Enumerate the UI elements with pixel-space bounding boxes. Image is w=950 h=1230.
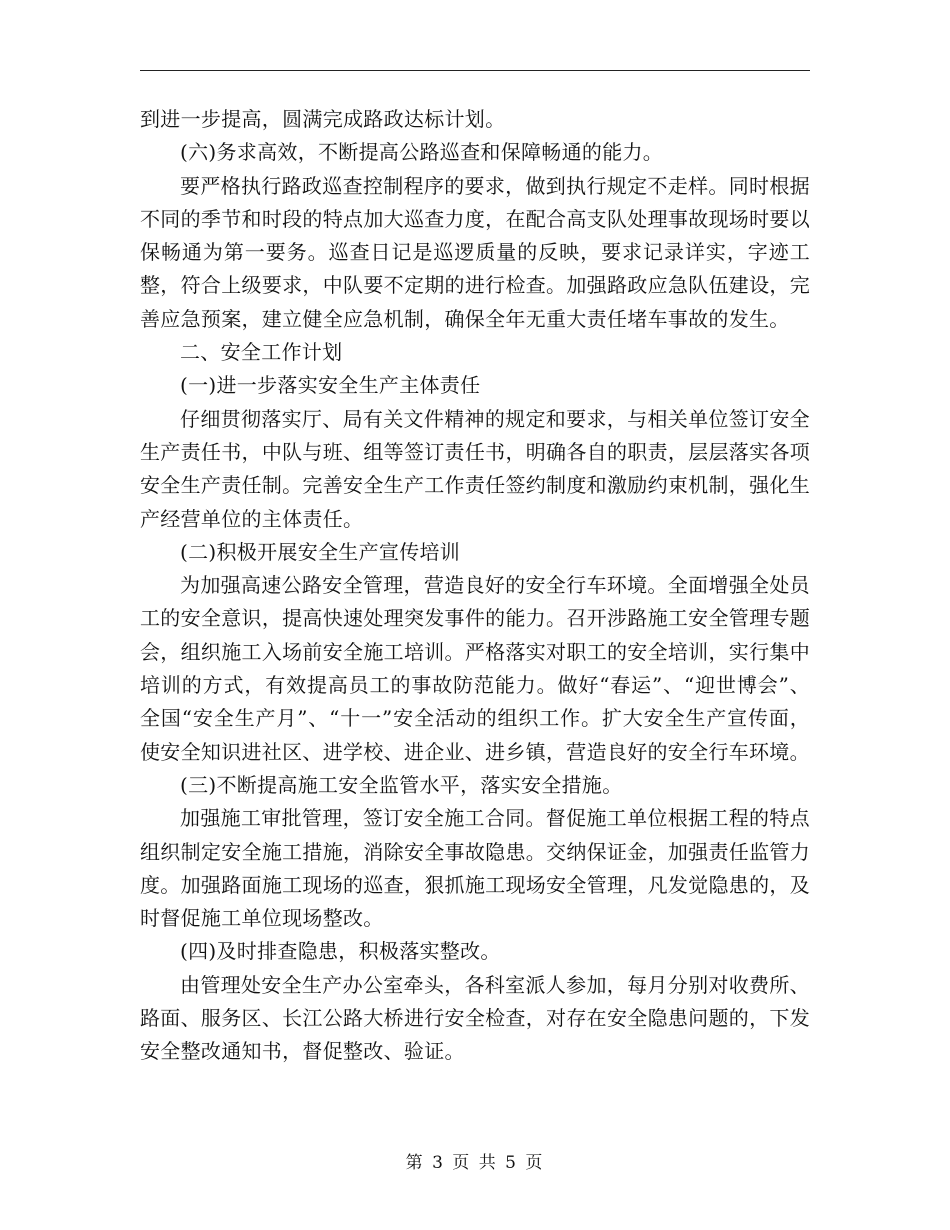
paragraph: 仔细贯彻落实厅、局有关文件精神的规定和要求，与相关单位签订安全生产责任书，中队与班、组等签订责任书，明确各自的职责，层层落实各项安全生产责任制。完善安全生产工作责任签约制度和激励约束机制，强化生产经营单位的主体责任。 xyxy=(140,406,810,531)
paragraph: 由管理处安全生产办公室牵头，各科室派人参加，每月分别对收费所、路面、服务区、长江公路大桥进行安全检查，对存在安全隐患问题的，下发安全整改通知书，督促整改、验证。 xyxy=(140,972,810,1064)
paragraph: 到进一步提高，圆满完成路政达标计划。 xyxy=(140,107,506,131)
paragraph: 为加强高速公路安全管理，营造良好的安全行车环境。全面增强全处员工的安全意识，提高快速处理突发事件的能力。召开涉路施工安全管理专题会，组织施工入场前安全施工培训。严格落实对职工的安全培训，实行集中培训的方式，有效提高员工的事故防范能力。做好“春运”、“迎世博会”、全国“安全生产月”、“十一”安全活动的组织工作。扩大安全生产宣传面，使安全知识进社区、进学校、进企业、进乡镇，营造良好的安全行车环境。 xyxy=(140,573,810,764)
page-number: 第 3 页 共 5 页 xyxy=(405,1153,545,1173)
paragraph: 要严格执行路政巡查控制程序的要求，做到执行规定不走样。同时根据不同的季节和时段的特点加大巡查力度，在配合高支队处理事故现场时要以保畅通为第一要务。巡查日记是巡逻质量的反映，要求记录详实，字迹工整，符合上级要求，中队要不定期的进行检查。加强路政应急队伍建设，完善应急预案，建立健全应急机制，确保全年无重大责任堵车事故的发生。 xyxy=(140,173,810,331)
document-body xyxy=(140,103,810,1069)
section-heading: (二)积极开展安全生产宣传培训 xyxy=(180,539,461,564)
section-heading: (三)不断提高施工安全监管水平，落实安全措施。 xyxy=(180,772,623,797)
section-heading: (六)务求高效，不断提高公路巡查和保障畅通的能力。 xyxy=(180,140,664,165)
section-heading: (四)及时排查隐患，积极落实整改。 xyxy=(180,939,501,964)
header-rule xyxy=(140,70,810,71)
paragraph: 加强施工审批管理，签订安全施工合同。督促施工单位根据工程的特点组织制定安全施工措施，消除安全事故隐患。交纳保证金，加强责任监管力度。加强路面施工现场的巡查，狠抓施工现场安全管理，凡发觉隐患的，及时督促施工单位现场整改。 xyxy=(140,806,810,931)
section-heading: 二、安全工作计划 xyxy=(180,340,343,365)
section-heading: (一)进一步落实安全生产主体责任 xyxy=(180,373,481,398)
